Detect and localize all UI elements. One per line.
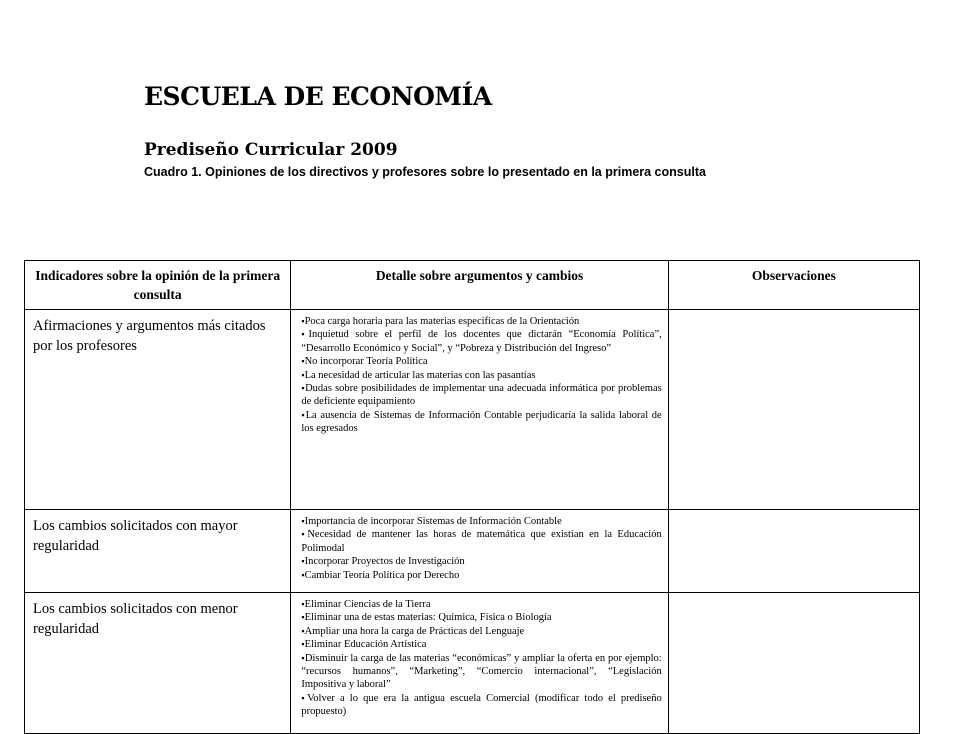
detail-cell <box>291 593 668 734</box>
detail-cell <box>291 310 668 510</box>
table-caption: Cuadro 1. Opiniones de los directivos y profesores sobre lo presentado en la primera consulta <box>144 165 706 179</box>
list-item: ▪ Eliminar Ciencias de la Tierra <box>301 598 661 611</box>
document-subtitle: Prediseño Curricular 2009 <box>144 140 398 160</box>
list-item: ▪ Necesidad de mantener las horas de matemática que existían en la Educación Polimodal <box>301 528 661 555</box>
observations-cell <box>668 593 919 734</box>
list-item: ▪ Disminuir la carga de las materias “económicas” y ampliar la oferta en por ejemplo: “recursos humanos”, “Marketing”, “Comercio internacional”, “Legislación Impositiva y laboral” <box>301 652 661 692</box>
table-row <box>25 593 920 734</box>
indicator-cell: Afirmaciones y argumentos más citados por los profesores <box>25 310 291 510</box>
list-item: ▪ Importancia de incorporar Sistemas de Información Contable <box>301 515 661 528</box>
indicator-cell: Los cambios solicitados con menor regularidad <box>25 593 291 734</box>
indicator-cell: Los cambios solicitados con mayor regularidad <box>25 510 291 593</box>
list-item: ▪ Incorporar Proyectos de Investigación <box>301 555 661 568</box>
list-item: ▪ Inquietud sobre el perfil de los docentes que dictarán “Economía Política”, “Desarrollo Económico y Social”, y “Pobreza y Distribución del Ingreso” <box>301 328 661 355</box>
list-item: ▪ Cambiar Teoría Política por Derecho <box>301 569 661 582</box>
table-row <box>25 510 920 593</box>
observations-cell <box>668 510 919 593</box>
opinions-table <box>24 260 920 734</box>
list-item: ▪ La necesidad de articular las materias con las pasantías <box>301 369 661 382</box>
document-title: ESCUELA DE ECONOMÍA <box>144 82 492 111</box>
list-item: ▪ Eliminar Educación Artística <box>301 638 661 651</box>
header-observations: Observaciones <box>668 261 919 310</box>
detail-list <box>301 515 661 582</box>
list-item: ▪ La ausencia de Sistemas de Información Contable perjudicaría la salida laboral de los egresados <box>301 409 661 436</box>
list-item: ▪ Poca carga horaria para las materias específicas de la Orientación <box>301 315 661 328</box>
table-row <box>25 310 920 510</box>
detail-list <box>301 315 661 436</box>
header-details: Detalle sobre argumentos y cambios <box>291 261 668 310</box>
list-item: ▪ Ampliar una hora la carga de Prácticas del Lenguaje <box>301 625 661 638</box>
observations-cell <box>668 310 919 510</box>
list-item: ▪ No incorporar Teoría Política <box>301 355 661 368</box>
list-item: ▪ Dudas sobre posibilidades de implementar una adecuada informática por problemas de deficiente equipamiento <box>301 382 661 409</box>
list-item: ▪ Volver a lo que era la antigua escuela Comercial (modificar todo el prediseño propuesto) <box>301 692 661 719</box>
detail-cell <box>291 510 668 593</box>
list-item: ▪ Eliminar una de estas materias: Química, Física o Biología <box>301 611 661 624</box>
header-indicators: Indicadores sobre la opinión de la primera consulta <box>25 261 291 310</box>
detail-list <box>301 598 661 719</box>
table-header-row <box>25 261 920 310</box>
